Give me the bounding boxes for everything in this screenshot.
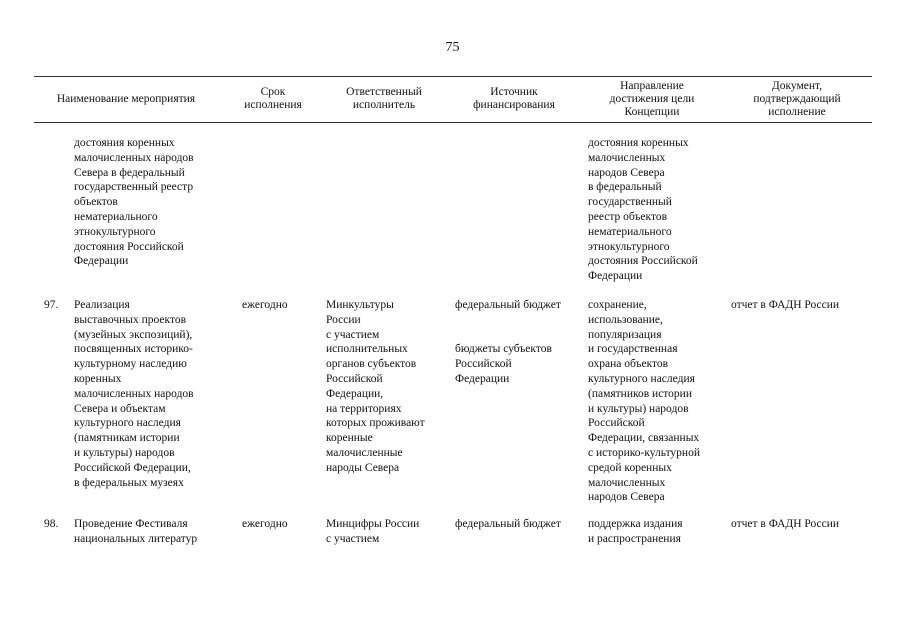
continuation-name-cell: достояния коренных малочисленных народов Севера в федеральный государственный реестр объектов нематериального этнокультурного достояния Российской Федерации [74,137,194,268]
column-header-funding: Источник финансирования [473,86,555,111]
row-responsible-cell: Минкультуры России с участием исполнительных органов субъектов Российской Федерации, на территориях которых проживают коренные малочисленные народы Севера [326,299,425,474]
table-header-bottom-rule [34,122,872,123]
row-document-cell: отчет в ФАДН России [731,518,840,530]
row-term-cell: ежегодно [242,299,288,311]
column-header-name: Наименование мероприятия [56,92,196,105]
continuation-direction-cell: достояния коренных малочисленных народов Севера в федеральный государственный реестр объектов нематериального этнокультурного достояния Российской Федерации [588,137,698,283]
row-name-cell: Реализация выставочных проектов (музейных экспозиций), посвященных историко- культурному наследию коренных малочисленных народов Севера и объектам культурного наследия (памятникам истории и культуры) народов Российской Федерации, в федеральных музеях [74,299,194,489]
row-responsible-cell: Минцифры России с участием [326,518,420,545]
column-header-direction: Направление достижения цели Концепции [609,79,695,118]
row-direction-cell: сохранение, использование, популяризация и государственная охрана объектов культурного наследия (памятников истории и культуры) народов Российской Федерации, связанных с историко-культурной средой коренных малочисленных народов Севера [588,299,700,504]
column-header-term: Срок исполнения [244,86,302,111]
column-header-responsible: Ответственный исполнитель [346,86,422,111]
page-number: 75 [445,40,460,55]
row-number: 98. [44,518,59,530]
table-header-top-rule [34,76,872,77]
row-funding-cell: федеральный бюджет [455,518,561,530]
row-term-cell: ежегодно [242,518,288,530]
row-funding-cell: федеральный бюджет [455,299,561,311]
row-number: 97. [44,299,59,311]
row-name-cell: Проведение Фестиваля национальных литератур [74,518,198,545]
row-direction-cell: поддержка издания и распространения [588,518,683,545]
column-header-document: Документ, подтверждающий исполнение [753,79,841,118]
row-document-cell: отчет в ФАДН России [731,299,840,311]
row-funding-cell-secondary: бюджеты субъектов Российской Федерации [455,343,552,385]
